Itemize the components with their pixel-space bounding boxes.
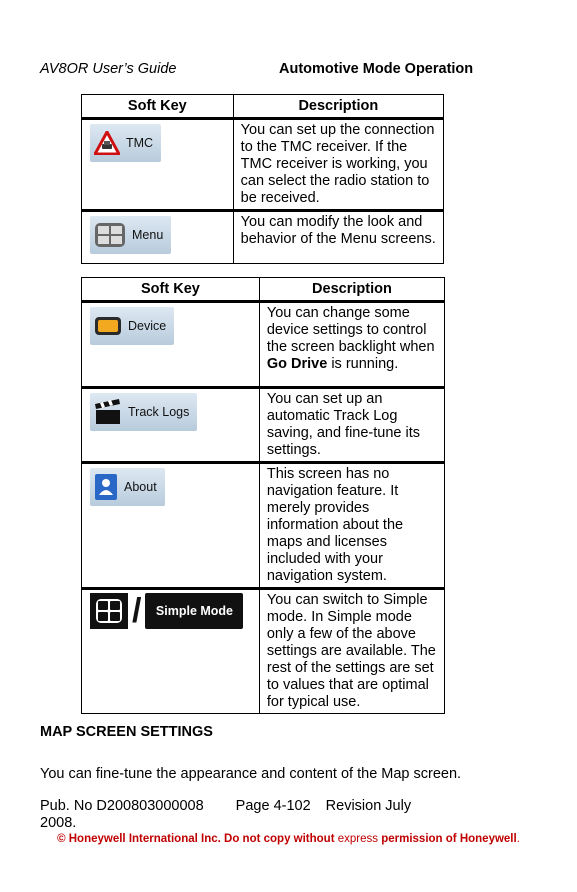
description-cell: You can switch to Simple mode. In Simple mode only a few of the above settings are available. The rest of the settings are set to values that are optimal for typical use. (259, 589, 444, 714)
description-cell: This screen has no navigation feature. It merely provides information about the maps and licenses included with your navigation system. (259, 463, 444, 589)
tmc-softkey (90, 124, 161, 162)
device-softkey (90, 307, 174, 345)
track-logs-softkey (90, 393, 197, 431)
menu-grid-button (90, 593, 128, 629)
table-row (82, 388, 445, 463)
column-header-description: Description (233, 95, 443, 119)
description-cell: You can modify the look and behavior of the Menu screens. (233, 211, 443, 264)
table-row (82, 211, 444, 264)
column-header-description: Description (259, 278, 444, 302)
softkey-label: Simple Mode (155, 603, 233, 618)
section-title: MAP SCREEN SETTINGS (40, 724, 213, 740)
publication-info (40, 798, 440, 832)
softkey-label: Track Logs (128, 404, 190, 419)
description-cell: You can set up an automatic Track Log saving, and fine-tune its settings. (259, 388, 444, 463)
copyright-notice: © Honeywell International Inc. Do not copy without express permission of Honeywell. (57, 833, 520, 845)
softkey-table-1 (81, 94, 444, 264)
header-section-title: Automotive Mode Operation (279, 61, 474, 77)
menu-grid-icon (94, 222, 126, 248)
softkey-table-2 (81, 277, 445, 714)
slash-separator: / (132, 592, 142, 630)
description-cell: You can change some device settings to control the screen backlight when Go Drive is running. (259, 302, 444, 388)
softkey-label: Device (128, 318, 167, 333)
column-header-softkey: Soft Key (82, 278, 260, 302)
body-paragraph: You can fine-tune the appearance and content of the Map screen. (40, 766, 462, 782)
table-row (82, 302, 445, 388)
warning-triangle-car-icon (94, 131, 120, 155)
contact-card-icon (94, 473, 118, 501)
table-row (82, 119, 444, 211)
softkey-label: About (124, 479, 157, 494)
table-row (82, 589, 445, 714)
softkey-label: Menu (132, 227, 164, 242)
header-guide-title: AV8OR User’s Guide (40, 61, 177, 77)
page-number: Page 4-102 (235, 798, 311, 814)
pub-number: Pub. No D200803000008 (40, 798, 204, 814)
clapperboard-icon (94, 399, 122, 425)
about-softkey (90, 468, 165, 506)
simple-mode-softkeys (90, 593, 259, 629)
softkey-label: TMC (126, 135, 154, 150)
column-header-softkey: Soft Key (82, 95, 234, 119)
table-row (82, 463, 445, 589)
device-icon (94, 315, 122, 337)
menu-softkey (90, 216, 171, 254)
description-cell: You can set up the connection to the TMC receiver. If the TMC receiver is working, you can select the radio station to be received. (233, 119, 443, 211)
menu-grid-icon (94, 597, 124, 625)
simple-mode-button (145, 593, 243, 629)
revision: Revision July 2008. (40, 798, 412, 831)
